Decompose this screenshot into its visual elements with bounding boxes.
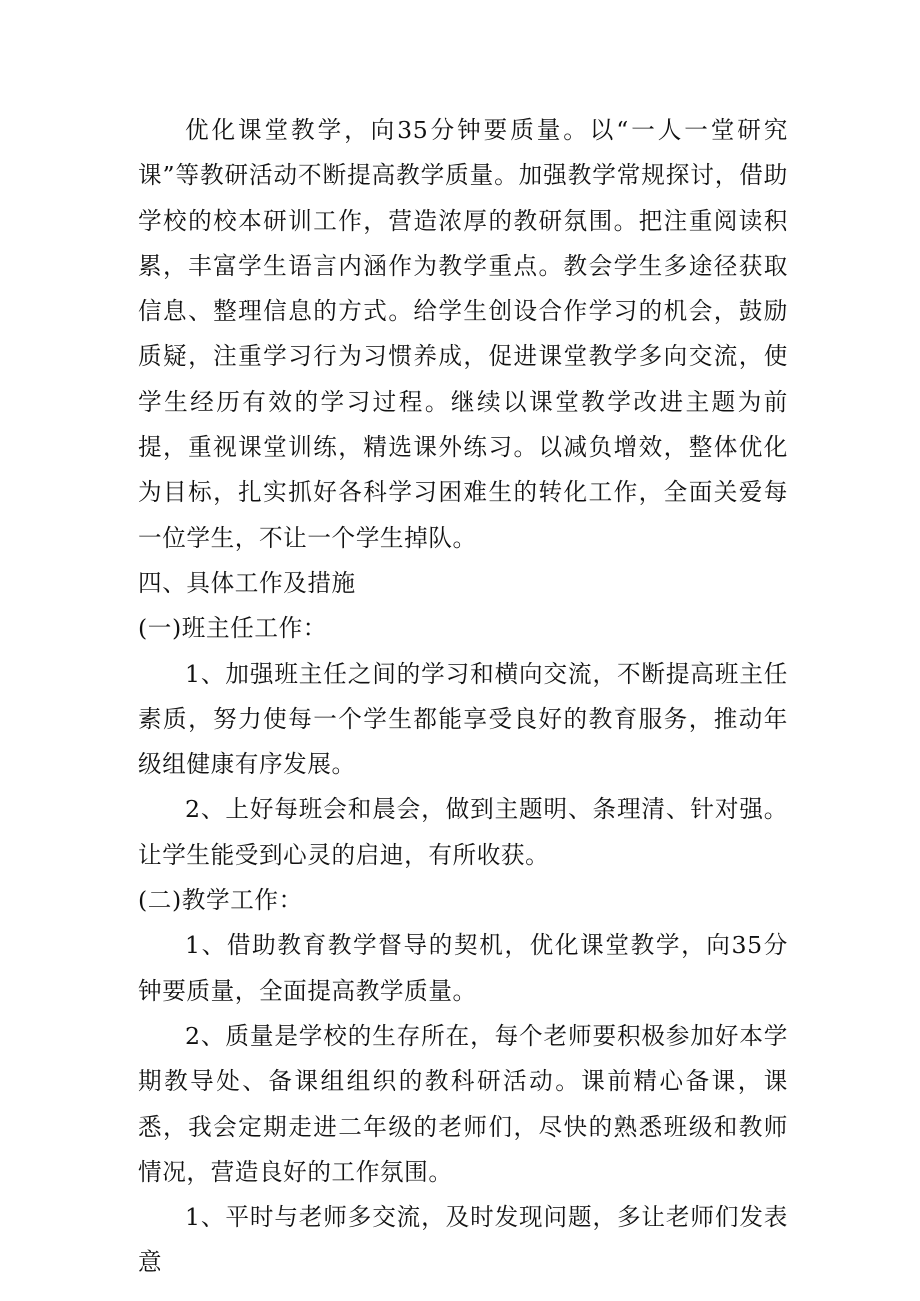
paragraph-teaching-item-2: 2、质量是学校的生存所在，每个老师要积极参加好本学期教导处、备课组组织的教科研活动。课前精心备课，课悉，我会定期走进二年级的老师们，尽快的熟悉班级和教师情况，营造良好的工作氛围。 <box>138 1021 788 1186</box>
section-heading-measures: 四、具体工作及措施 <box>138 568 356 597</box>
paragraph-teaching-item-1: 1、借助教育教学督导的契机，优化课堂教学，向35分钟要质量，全面提高教学质量。 <box>138 931 788 1005</box>
paragraph-communication-item: 1、平时与老师多交流，及时发现问题，多让老师们发表意 <box>138 1203 788 1277</box>
subsection-heading-class-teacher: (一)班主任工作： <box>138 614 327 643</box>
paragraph-classroom-teaching: 优化课堂教学，向35分钟要质量。以“一人一堂研究课”等教研活动不断提高教学质量。加强教学常规探讨，借助学校的校本研训工作，营造浓厚的教研氛围。把注重阅读积累，丰富学生语言内涵作为教学重点。教会学生多途径获取信息、整理信息的方式。给学生创设合作学习的机会，鼓励质疑，注重学习行为习惯养成，促进课堂教学多向交流，使学生经历有效的学习过程。继续以课堂教学改进主题为前提，重视课堂训练，精选课外练习。以减负增效，整体优化为目标，扎实抓好各科学习困难生的转化工作，全面关爱每一位学生，不让一个学生掉队。 <box>138 116 788 552</box>
subsection-heading-teaching: (二)教学工作： <box>138 886 303 915</box>
paragraph-class-teacher-item-1: 1、加强班主任之间的学习和横向交流，不断提高班主任素质，努力使每一个学生都能享受良好的教育服务，推动年级组健康有序发展。 <box>138 659 788 779</box>
document-page <box>138 108 788 1286</box>
paragraph-class-teacher-item-2: 2、上好每班会和晨会，做到主题明、条理清、针对强。让学生能受到心灵的启迪，有所收获。 <box>138 795 788 869</box>
